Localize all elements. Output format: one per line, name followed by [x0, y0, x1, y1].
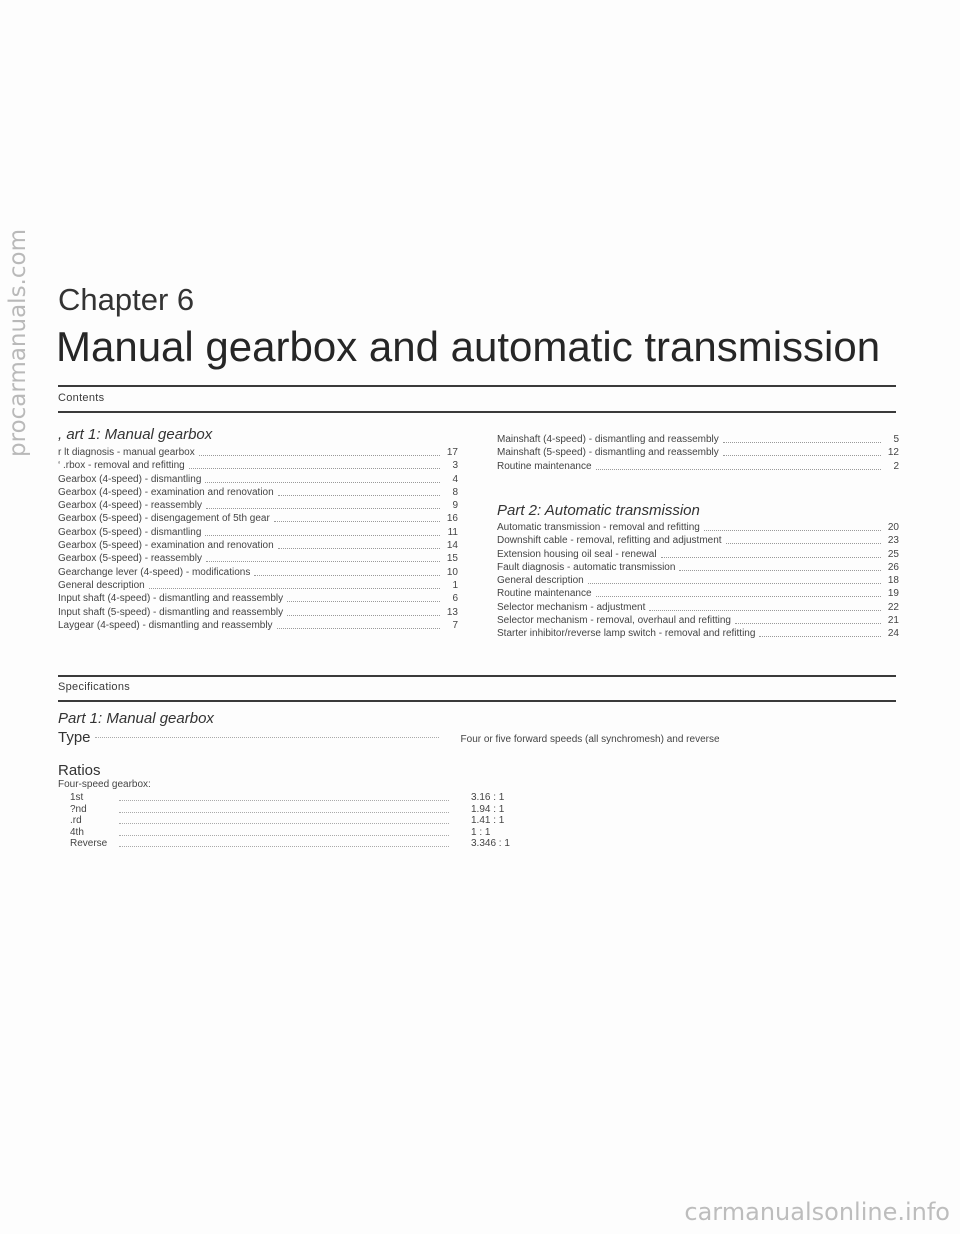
- list-item: [497, 447, 899, 460]
- dot-leader: [596, 588, 881, 597]
- type-row: [58, 729, 900, 746]
- toc-entry-text: Gearbox (4-speed) - reassembly: [58, 500, 202, 512]
- list-item: [497, 615, 899, 628]
- dot-leader: [287, 593, 440, 602]
- ratio-value: 3.16 : 1: [471, 792, 505, 803]
- toc-section-number: 20: [887, 522, 899, 533]
- toc-section-number: 12: [887, 447, 899, 459]
- contents-part1-title: , art 1: Manual gearbox: [58, 426, 213, 443]
- toc-entry-text: ‘ .rbox - removal and refitting: [58, 460, 185, 472]
- toc-section-number: 9: [452, 500, 458, 512]
- list-item: [497, 461, 899, 474]
- list-item: [58, 460, 458, 473]
- ratios-list: [58, 792, 900, 850]
- toc-entry-text: Input shaft (5-speed) - dismantling and reassembly: [58, 606, 284, 618]
- toc-entry-text: r lt diagnosis - manual gearbox: [58, 447, 195, 458]
- dot-leader: [199, 447, 440, 456]
- ratio-value: 3.346 : 1: [471, 838, 510, 849]
- list-item: [58, 500, 458, 513]
- toc-entry-text: Gearbox (5-speed) - disengagement of 5th gear: [58, 513, 270, 525]
- title-divider: [58, 385, 896, 387]
- toc-section-number: 10: [446, 566, 458, 578]
- list-item: [58, 513, 458, 526]
- toc-section-number: 6: [452, 593, 458, 605]
- dot-leader: [277, 620, 440, 629]
- dot-leader: [274, 513, 440, 522]
- dot-leader: [119, 827, 449, 836]
- toc-entry-text: General description: [58, 579, 145, 591]
- ratio-row: [58, 827, 900, 839]
- toc-entry-text: Mainshaft (5-speed) - dismantling and reassembly: [497, 447, 719, 459]
- dot-leader: [278, 487, 440, 496]
- dot-leader: [205, 527, 440, 536]
- toc-section-number: 24: [887, 628, 899, 640]
- toc-entry-text: Automatic transmission - removal and refitting: [497, 522, 700, 533]
- ratio-value: 1.94 : 1: [471, 803, 505, 815]
- list-item: [58, 540, 458, 553]
- ratio-gear-label: Reverse: [70, 838, 108, 849]
- list-item: [58, 553, 458, 566]
- dot-leader: [704, 522, 881, 531]
- toc-section-number: 3: [452, 460, 458, 472]
- ratio-value: 1 : 1: [471, 826, 491, 838]
- contents-right-top-list: [497, 434, 899, 474]
- dot-leader: [206, 500, 440, 509]
- toc-entry-text: Laygear (4-speed) - dismantling and reassembly: [58, 619, 273, 631]
- toc-entry-text: Gearbox (5-speed) - dismantling: [58, 526, 202, 538]
- list-item: [497, 535, 899, 548]
- toc-section-number: 7: [452, 619, 458, 631]
- toc-entry-text: Selector mechanism - removal, overhaul and refitting: [497, 615, 731, 627]
- chapter-title: Manual gearbox and automatic transmission: [56, 323, 881, 370]
- dot-leader: [254, 567, 440, 576]
- four-speed-label: Four-speed gearbox:: [58, 779, 151, 790]
- toc-entry-text: Gearbox (4-speed) - dismantling: [58, 473, 202, 485]
- list-item: [58, 487, 458, 500]
- list-item: [497, 549, 899, 562]
- specifications-top-divider: [58, 675, 896, 677]
- contents-divider: [58, 411, 896, 413]
- list-item: [58, 474, 458, 487]
- dot-leader: [119, 815, 449, 824]
- ratio-row: [58, 804, 900, 816]
- list-item: [58, 567, 458, 580]
- toc-entry-text: Fault diagnosis - automatic transmission: [497, 561, 676, 573]
- dot-leader: [759, 628, 881, 637]
- list-item: [497, 434, 899, 447]
- dot-leader: [661, 549, 881, 558]
- dot-leader: [278, 540, 440, 549]
- ratio-row: [58, 792, 900, 804]
- list-item: [58, 527, 458, 540]
- specifications-section: [58, 710, 900, 850]
- specifications-part1-title: Part 1: Manual gearbox: [58, 710, 214, 727]
- dot-leader: [206, 553, 440, 562]
- toc-entry-text: Gearbox (5-speed) - reassembly: [58, 553, 202, 565]
- toc-section-number: 4: [452, 473, 458, 485]
- toc-entry-text: Gearchange lever (4-speed) - modifications: [58, 566, 251, 578]
- dot-leader: [189, 460, 440, 469]
- toc-entry-text: Selector mechanism - adjustment: [497, 601, 646, 613]
- dot-leader: [205, 474, 440, 483]
- dot-leader: [119, 792, 449, 801]
- specifications-heading: Specifications: [58, 681, 131, 693]
- toc-section-number: 15: [446, 553, 458, 565]
- side-watermark-text: procarmanuals.com: [5, 229, 31, 457]
- chapter-label: Chapter 6: [58, 282, 195, 317]
- toc-entry-text: Routine maintenance: [497, 460, 592, 472]
- contents-part2-list: [497, 522, 899, 642]
- toc-entry-text: Gearbox (4-speed) - examination and renovation: [58, 486, 274, 498]
- contents-heading: Contents: [58, 392, 105, 404]
- dot-leader: [95, 729, 439, 738]
- list-item: [497, 588, 899, 601]
- ratio-value: 1.41 : 1: [471, 815, 505, 826]
- toc-section-number: 19: [887, 588, 899, 600]
- dot-leader: [588, 575, 881, 584]
- toc-section-number: 5: [893, 434, 899, 445]
- ratio-row: [58, 838, 900, 850]
- dot-leader: [649, 602, 881, 611]
- list-item: [497, 522, 899, 535]
- contents-part2-title: Part 2: Automatic transmission: [497, 502, 700, 519]
- toc-section-number: 22: [887, 601, 899, 613]
- dot-leader: [287, 607, 440, 616]
- toc-section-number: 25: [887, 548, 899, 560]
- dot-leader: [596, 461, 881, 470]
- dot-leader: [723, 434, 881, 443]
- list-item: [497, 562, 899, 575]
- toc-section-number: 21: [887, 615, 899, 627]
- list-item: [58, 607, 458, 620]
- toc-section-number: 16: [446, 513, 458, 525]
- toc-section-number: 13: [446, 606, 458, 618]
- list-item: [497, 575, 899, 588]
- footer-watermark: carmanualsonline.info: [684, 1198, 950, 1226]
- toc-entry-text: Extension housing oil seal - renewal: [497, 548, 657, 560]
- list-item: [58, 593, 458, 606]
- ratio-gear-label: 1st: [70, 792, 84, 803]
- dot-leader: [723, 447, 881, 456]
- toc-section-number: 8: [452, 486, 458, 498]
- specifications-divider: [58, 700, 896, 702]
- ratios-heading: Ratios: [58, 762, 101, 779]
- dot-leader: [735, 615, 881, 624]
- toc-section-number: 14: [446, 540, 458, 552]
- list-item: [58, 447, 458, 460]
- toc-section-number: 2: [893, 460, 899, 472]
- toc-section-number: 23: [887, 535, 899, 547]
- dot-leader: [149, 580, 440, 589]
- toc-section-number: 1: [452, 579, 458, 591]
- contents-left-list: [58, 447, 458, 633]
- ratio-gear-label: ?nd: [70, 803, 87, 815]
- dot-leader: [679, 562, 881, 571]
- list-item: [497, 602, 899, 615]
- toc-entry-text: Input shaft (4-speed) - dismantling and reassembly: [58, 593, 284, 605]
- toc-entry-text: Gearbox (5-speed) - examination and renovation: [58, 540, 274, 552]
- list-item: [497, 628, 899, 641]
- toc-section-number: 18: [887, 575, 899, 587]
- ratio-gear-label: .rd: [70, 815, 82, 826]
- toc-section-number: 26: [887, 561, 899, 573]
- list-item: [58, 580, 458, 593]
- dot-leader: [726, 535, 881, 544]
- toc-entry-text: Downshift cable - removal, refitting and adjustment: [497, 535, 722, 547]
- toc-entry-text: Mainshaft (4-speed) - dismantling and reassembly: [497, 434, 719, 445]
- dot-leader: [119, 804, 449, 813]
- ratio-gear-label: 4th: [70, 826, 84, 838]
- type-value: Four or five forward speeds (all synchromesh) and reverse: [460, 734, 720, 745]
- ratio-row: [58, 815, 900, 827]
- dot-leader: [119, 838, 449, 847]
- type-label: Type: [58, 729, 91, 746]
- list-item: [58, 620, 458, 633]
- toc-entry-text: Starter inhibitor/reverse lamp switch - removal and refitting: [497, 628, 756, 640]
- toc-section-number: 17: [446, 447, 458, 458]
- toc-entry-text: General description: [497, 575, 584, 587]
- toc-entry-text: Routine maintenance: [497, 588, 592, 600]
- toc-section-number: 11: [447, 526, 458, 538]
